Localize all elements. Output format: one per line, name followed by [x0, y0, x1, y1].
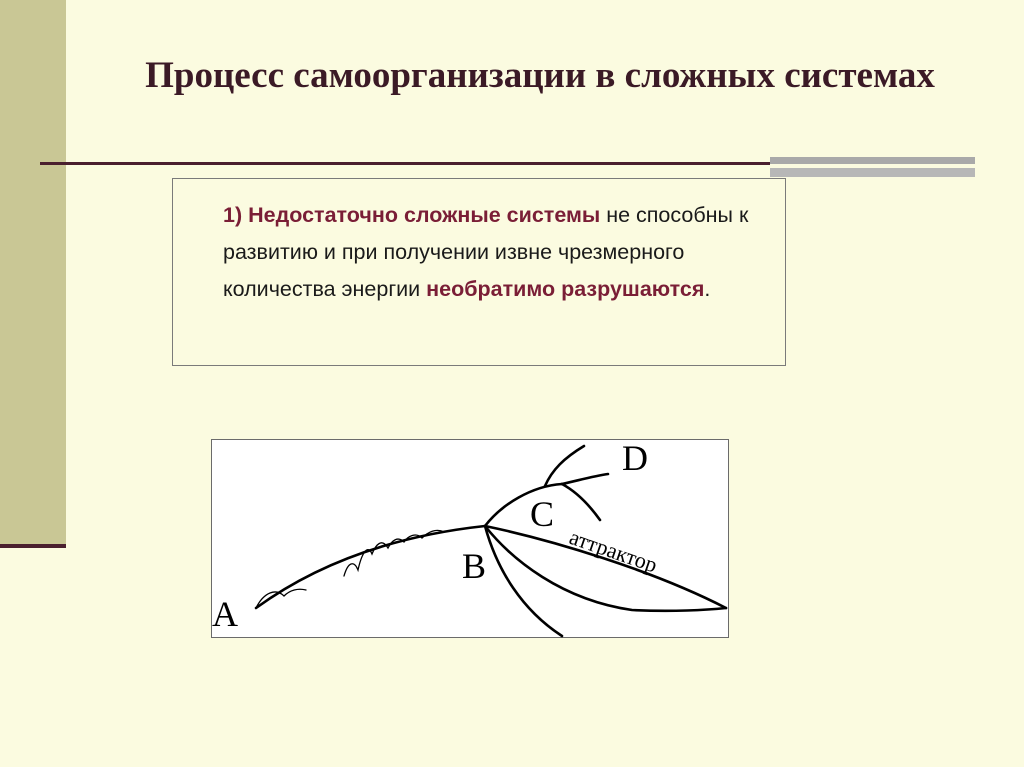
text-box — [172, 178, 786, 366]
left-accent-underline — [0, 544, 66, 548]
slide-title: Процесс самоорганизации в сложных системах — [145, 55, 935, 96]
left-accent-bar — [0, 0, 66, 548]
item-number: 1) — [223, 203, 243, 227]
branch-d — [562, 474, 608, 484]
bifurcation-svg — [212, 440, 730, 639]
label-d: D — [622, 440, 648, 478]
accent-phrase: необратимо разрушаются — [426, 277, 705, 301]
main-trajectory — [256, 526, 485, 608]
body-end: . — [704, 277, 711, 301]
label-a: A — [212, 594, 238, 634]
label-c: C — [530, 494, 555, 534]
body-text: не способны к развитию и при получении извне чрезмерного количества энергии — [223, 203, 749, 301]
bifurcation-diagram — [211, 439, 729, 638]
title-divider-gray-top — [770, 157, 975, 164]
branch-d-down — [562, 484, 600, 520]
body-paragraph — [223, 197, 783, 308]
title-divider — [40, 162, 770, 165]
label-attractor: аттрактор — [566, 524, 661, 578]
title-divider-gray-bottom — [770, 168, 975, 177]
label-b: B — [462, 546, 487, 586]
bold-phrase: Недостаточно сложные системы — [248, 203, 601, 227]
